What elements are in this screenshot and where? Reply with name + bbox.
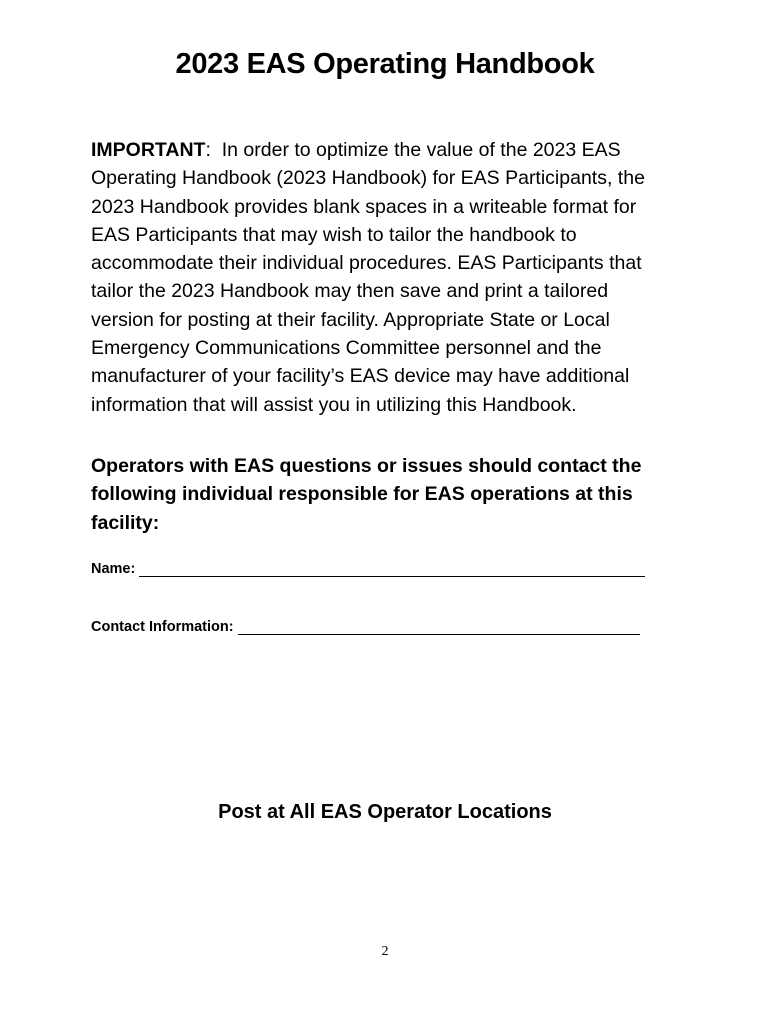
important-text-10: information that will assist you in utilizing this Handbook. bbox=[91, 393, 577, 416]
page-number: 2 bbox=[381, 944, 389, 959]
important-text-2: Operating Handbook (2023 Handbook) for EAS Participants, the bbox=[91, 167, 645, 190]
contact-information-field[interactable] bbox=[238, 618, 640, 635]
operators-line-3: facility: bbox=[91, 511, 160, 534]
important-label: IMPORTANT bbox=[91, 139, 206, 161]
important-text-6: tailor the 2023 Handbook may then save and print a tailored bbox=[91, 280, 609, 303]
important-text-7: version for posting at their facility. Appropriate State or Local bbox=[91, 308, 610, 331]
name-field-row bbox=[91, 560, 645, 577]
important-paragraph bbox=[91, 136, 681, 419]
name-label: Name: bbox=[91, 561, 136, 577]
important-text-4: EAS Participants that may wish to tailor the handbook to bbox=[91, 223, 577, 246]
document-title: 2023 EAS Operating Handbook bbox=[175, 48, 595, 80]
important-text-5: accommodate their individual procedures. EAS Participants that bbox=[91, 252, 642, 275]
important-text-9: manufacturer of your facility’s EAS device may have additional bbox=[91, 365, 630, 388]
important-line-1 bbox=[91, 136, 681, 164]
contact-label: Contact Information: bbox=[91, 619, 234, 635]
operators-line-1: Operators with EAS questions or issues should contact the bbox=[91, 455, 642, 477]
important-text-8: Emergency Communications Committee personnel and the bbox=[91, 337, 602, 360]
post-notice: Post at All EAS Operator Locations bbox=[218, 801, 552, 823]
contact-field-row bbox=[91, 618, 640, 635]
important-text-1: In order to optimize the value of the 2023 EAS bbox=[221, 139, 621, 161]
name-field[interactable] bbox=[139, 560, 645, 577]
important-colon: : bbox=[205, 139, 211, 161]
operators-contact-instruction bbox=[91, 452, 681, 537]
important-text-3: 2023 Handbook provides blank spaces in a writeable format for bbox=[91, 195, 637, 218]
operators-line-2: following individual responsible for EAS operations at this bbox=[91, 483, 633, 506]
